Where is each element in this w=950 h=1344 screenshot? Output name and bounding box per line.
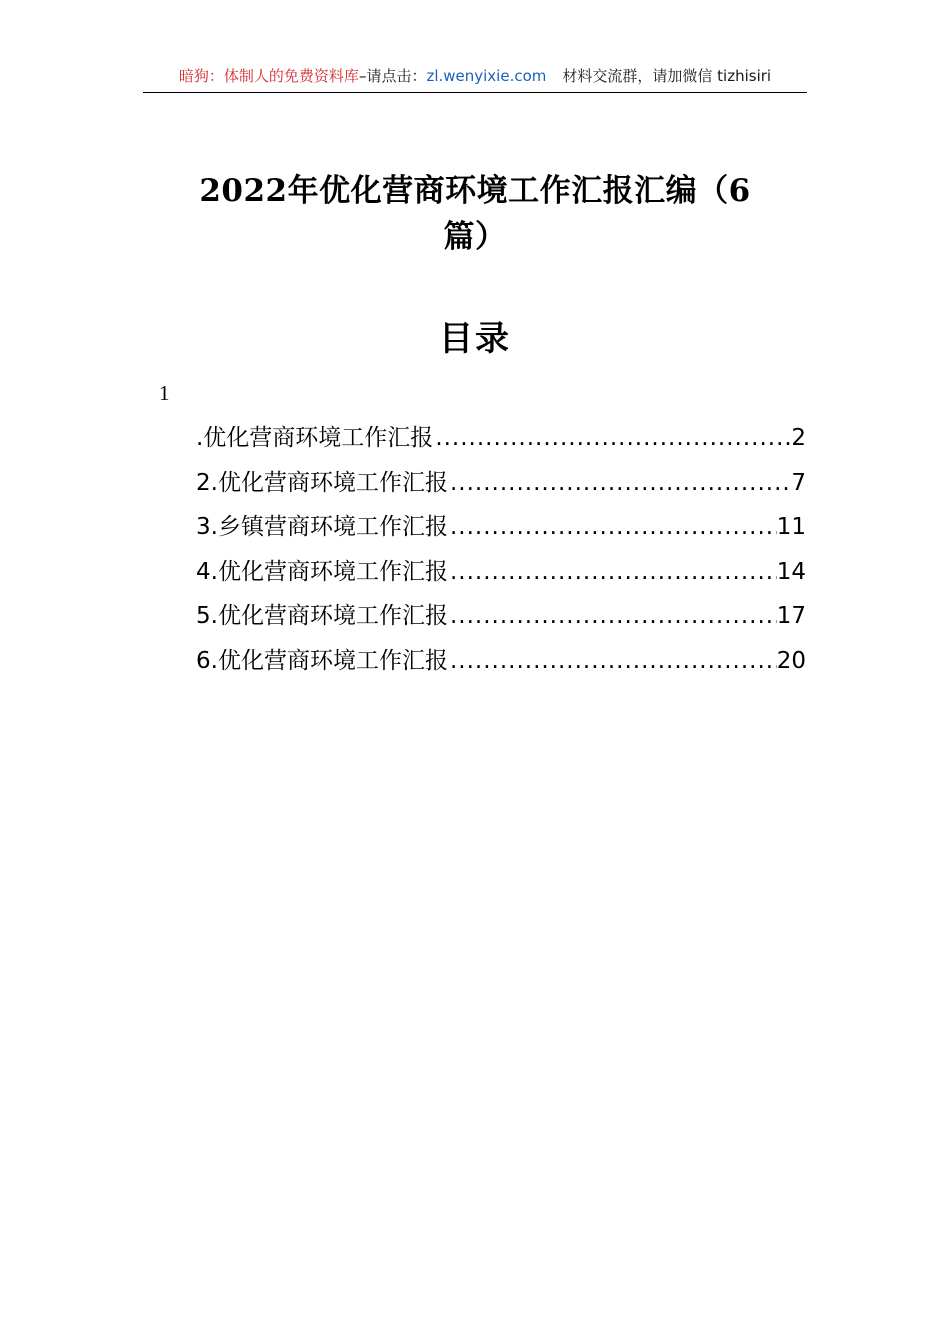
toc-entry-6[interactable] <box>196 641 806 686</box>
toc-entry-label: 3.乡镇营商环境工作汇报 <box>196 514 448 540</box>
toc-entry-page: 20 <box>776 647 806 674</box>
table-of-contents <box>196 418 806 685</box>
page-header <box>143 62 807 93</box>
toc-dot-leader <box>448 596 777 636</box>
header-brand: 暗狗：体制人的免费资料库 <box>178 67 359 85</box>
toc-entry-5[interactable] <box>196 596 806 641</box>
toc-entry-label: .优化营商环境工作汇报 <box>196 425 434 451</box>
toc-entry-page: 17 <box>776 603 806 629</box>
toc-entry-4[interactable] <box>196 552 806 597</box>
toc-entry-label: 5.优化营商环境工作汇报 <box>196 603 448 629</box>
toc-entry-3[interactable] <box>196 507 806 552</box>
toc-heading: 目录 <box>439 319 511 359</box>
toc-entry-label: 2.优化营商环境工作汇报 <box>196 469 448 496</box>
toc-dot-leader <box>448 463 791 503</box>
toc-dot-leader <box>448 641 777 681</box>
toc-entry-page: 11 <box>776 514 806 540</box>
toc-entry-2[interactable] <box>196 463 806 508</box>
toc-entry-1[interactable] <box>196 418 806 463</box>
toc-entry-page: 2 <box>791 425 806 451</box>
stray-number: 1 <box>159 381 170 405</box>
header-separator: – <box>358 67 367 85</box>
document-title <box>150 168 800 260</box>
toc-dot-leader <box>433 418 791 458</box>
title-line-2: 篇） <box>443 219 507 255</box>
toc-entry-label: 4.优化营商环境工作汇报 <box>196 558 448 585</box>
toc-dot-leader <box>448 552 777 592</box>
header-cta: 请点击： <box>366 67 427 85</box>
toc-dot-leader <box>448 507 777 547</box>
header-contact: 材料交流群，请加微信 tizhisiri <box>562 67 772 85</box>
toc-entry-page: 7 <box>791 469 806 496</box>
toc-entry-label: 6.优化营商环境工作汇报 <box>196 647 448 674</box>
toc-entry-page: 14 <box>776 558 806 585</box>
header-link[interactable]: zl.wenyixie.com <box>426 67 547 85</box>
title-line-1: 2022年优化营商环境工作汇报汇编（6 <box>199 173 751 209</box>
